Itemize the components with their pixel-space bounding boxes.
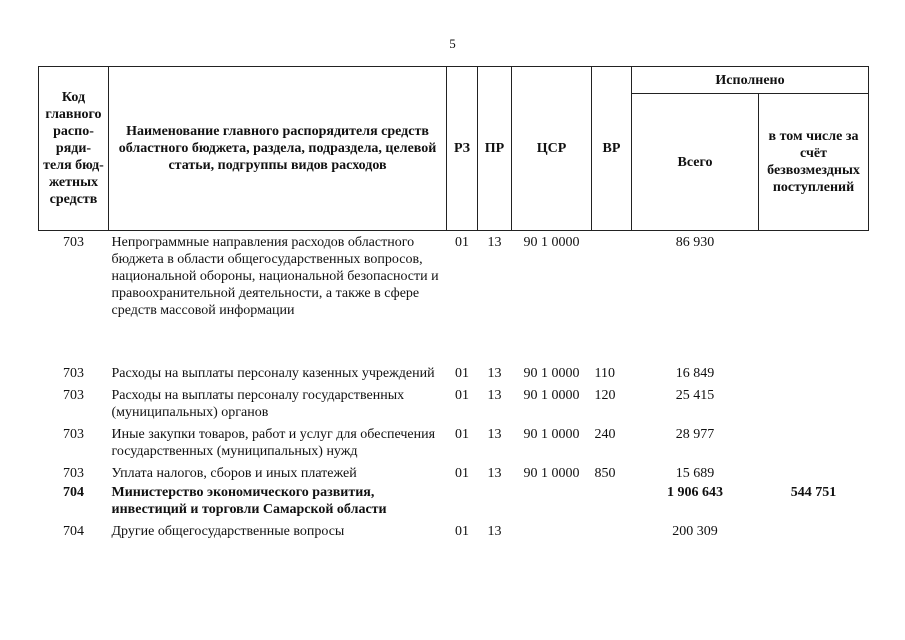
row-code: 704 xyxy=(63,524,84,539)
table-row xyxy=(39,483,869,519)
header-name: Наименование главного распорядителя средств областного бюджета, раздела, подраздела, целевой статьи, подгруппы видов расходов xyxy=(109,67,447,231)
row-csr: 90 1 0000 xyxy=(523,235,580,250)
row-name: Расходы на выплаты персоналу казенных учреждений xyxy=(111,366,435,381)
row-name: Министерство экономического развития, инвестиций и торговли Самарской области xyxy=(111,485,387,517)
row-rz: 01 xyxy=(455,388,469,403)
row-vr: 850 xyxy=(594,466,616,481)
row-rz: 01 xyxy=(455,366,469,381)
row-vr xyxy=(592,483,632,519)
header-rz: РЗ xyxy=(447,67,478,231)
row-vr: 110 xyxy=(594,366,615,381)
row-csr xyxy=(512,519,592,541)
row-pr: 13 xyxy=(487,366,502,381)
header-csr: ЦСР xyxy=(512,67,592,231)
table-row xyxy=(39,461,869,483)
row-pr: 13 xyxy=(487,427,502,442)
header-total: Всего xyxy=(632,94,759,231)
table-row xyxy=(39,361,869,383)
table-row xyxy=(39,422,869,461)
row-name: Иные закупки товаров, работ и услуг для обеспечения государственных (муниципальных) нужд xyxy=(111,427,436,459)
row-rz xyxy=(447,483,478,519)
row-name: Расходы на выплаты персоналу государственных (муниципальных) органов xyxy=(111,388,405,420)
header-vr: ВР xyxy=(592,67,632,231)
row-total: 200 309 xyxy=(672,524,718,539)
row-code: 704 xyxy=(63,485,84,500)
budget-table xyxy=(38,66,869,541)
row-vr: 240 xyxy=(594,427,616,442)
row-free xyxy=(759,383,869,422)
row-name: Другие общегосударственные вопросы xyxy=(111,524,345,539)
row-total: 25 415 xyxy=(675,388,715,403)
row-total: 15 689 xyxy=(675,466,715,481)
row-total: 1 906 643 xyxy=(667,485,723,500)
row-free xyxy=(759,231,869,362)
row-free xyxy=(759,361,869,383)
table-row xyxy=(39,383,869,422)
table-row xyxy=(39,231,869,362)
row-pr: 13 xyxy=(487,524,502,539)
header-free-receipts: в том числе за счёт безвозмездных поступлений xyxy=(759,94,869,231)
row-total: 28 977 xyxy=(675,427,715,442)
row-vr: 120 xyxy=(594,388,616,403)
row-csr: 90 1 0000 xyxy=(523,366,580,381)
header-code: Код главного распо-ряди-теля бюд-жетных средств xyxy=(39,67,109,231)
row-free xyxy=(759,461,869,483)
row-free: 544 751 xyxy=(790,485,837,500)
row-rz: 01 xyxy=(455,466,469,481)
row-free xyxy=(759,519,869,541)
row-free xyxy=(759,422,869,461)
row-total: 16 849 xyxy=(675,366,715,381)
header-pr: ПР xyxy=(478,67,512,231)
row-csr: 90 1 0000 xyxy=(523,427,580,442)
table-row xyxy=(39,519,869,541)
page-number: 5 xyxy=(449,36,456,51)
row-name: Непрограммные направления расходов областного бюджета в области общегосударственных вопросов, национальной обороны, национальной безопасности и правоохранительной деятельности, а также в сфере средств массовой информации xyxy=(111,235,439,318)
row-total: 86 930 xyxy=(675,235,715,250)
row-pr: 13 xyxy=(487,388,502,403)
row-code: 703 xyxy=(63,388,84,403)
row-code: 703 xyxy=(63,366,84,381)
row-csr: 90 1 0000 xyxy=(523,388,580,403)
row-vr xyxy=(592,519,632,541)
row-code: 703 xyxy=(63,235,84,250)
header-executed: Исполнено xyxy=(632,67,869,94)
row-csr xyxy=(512,483,592,519)
row-vr xyxy=(592,231,632,362)
row-code: 703 xyxy=(63,427,84,442)
row-rz: 01 xyxy=(455,427,469,442)
row-rz: 01 xyxy=(455,524,469,539)
row-code: 703 xyxy=(63,466,84,481)
row-csr: 90 1 0000 xyxy=(523,466,580,481)
row-pr: 13 xyxy=(487,235,502,250)
row-pr xyxy=(478,483,512,519)
row-name: Уплата налогов, сборов и иных платежей xyxy=(111,466,357,481)
row-rz: 01 xyxy=(455,235,469,250)
row-pr: 13 xyxy=(487,466,502,481)
